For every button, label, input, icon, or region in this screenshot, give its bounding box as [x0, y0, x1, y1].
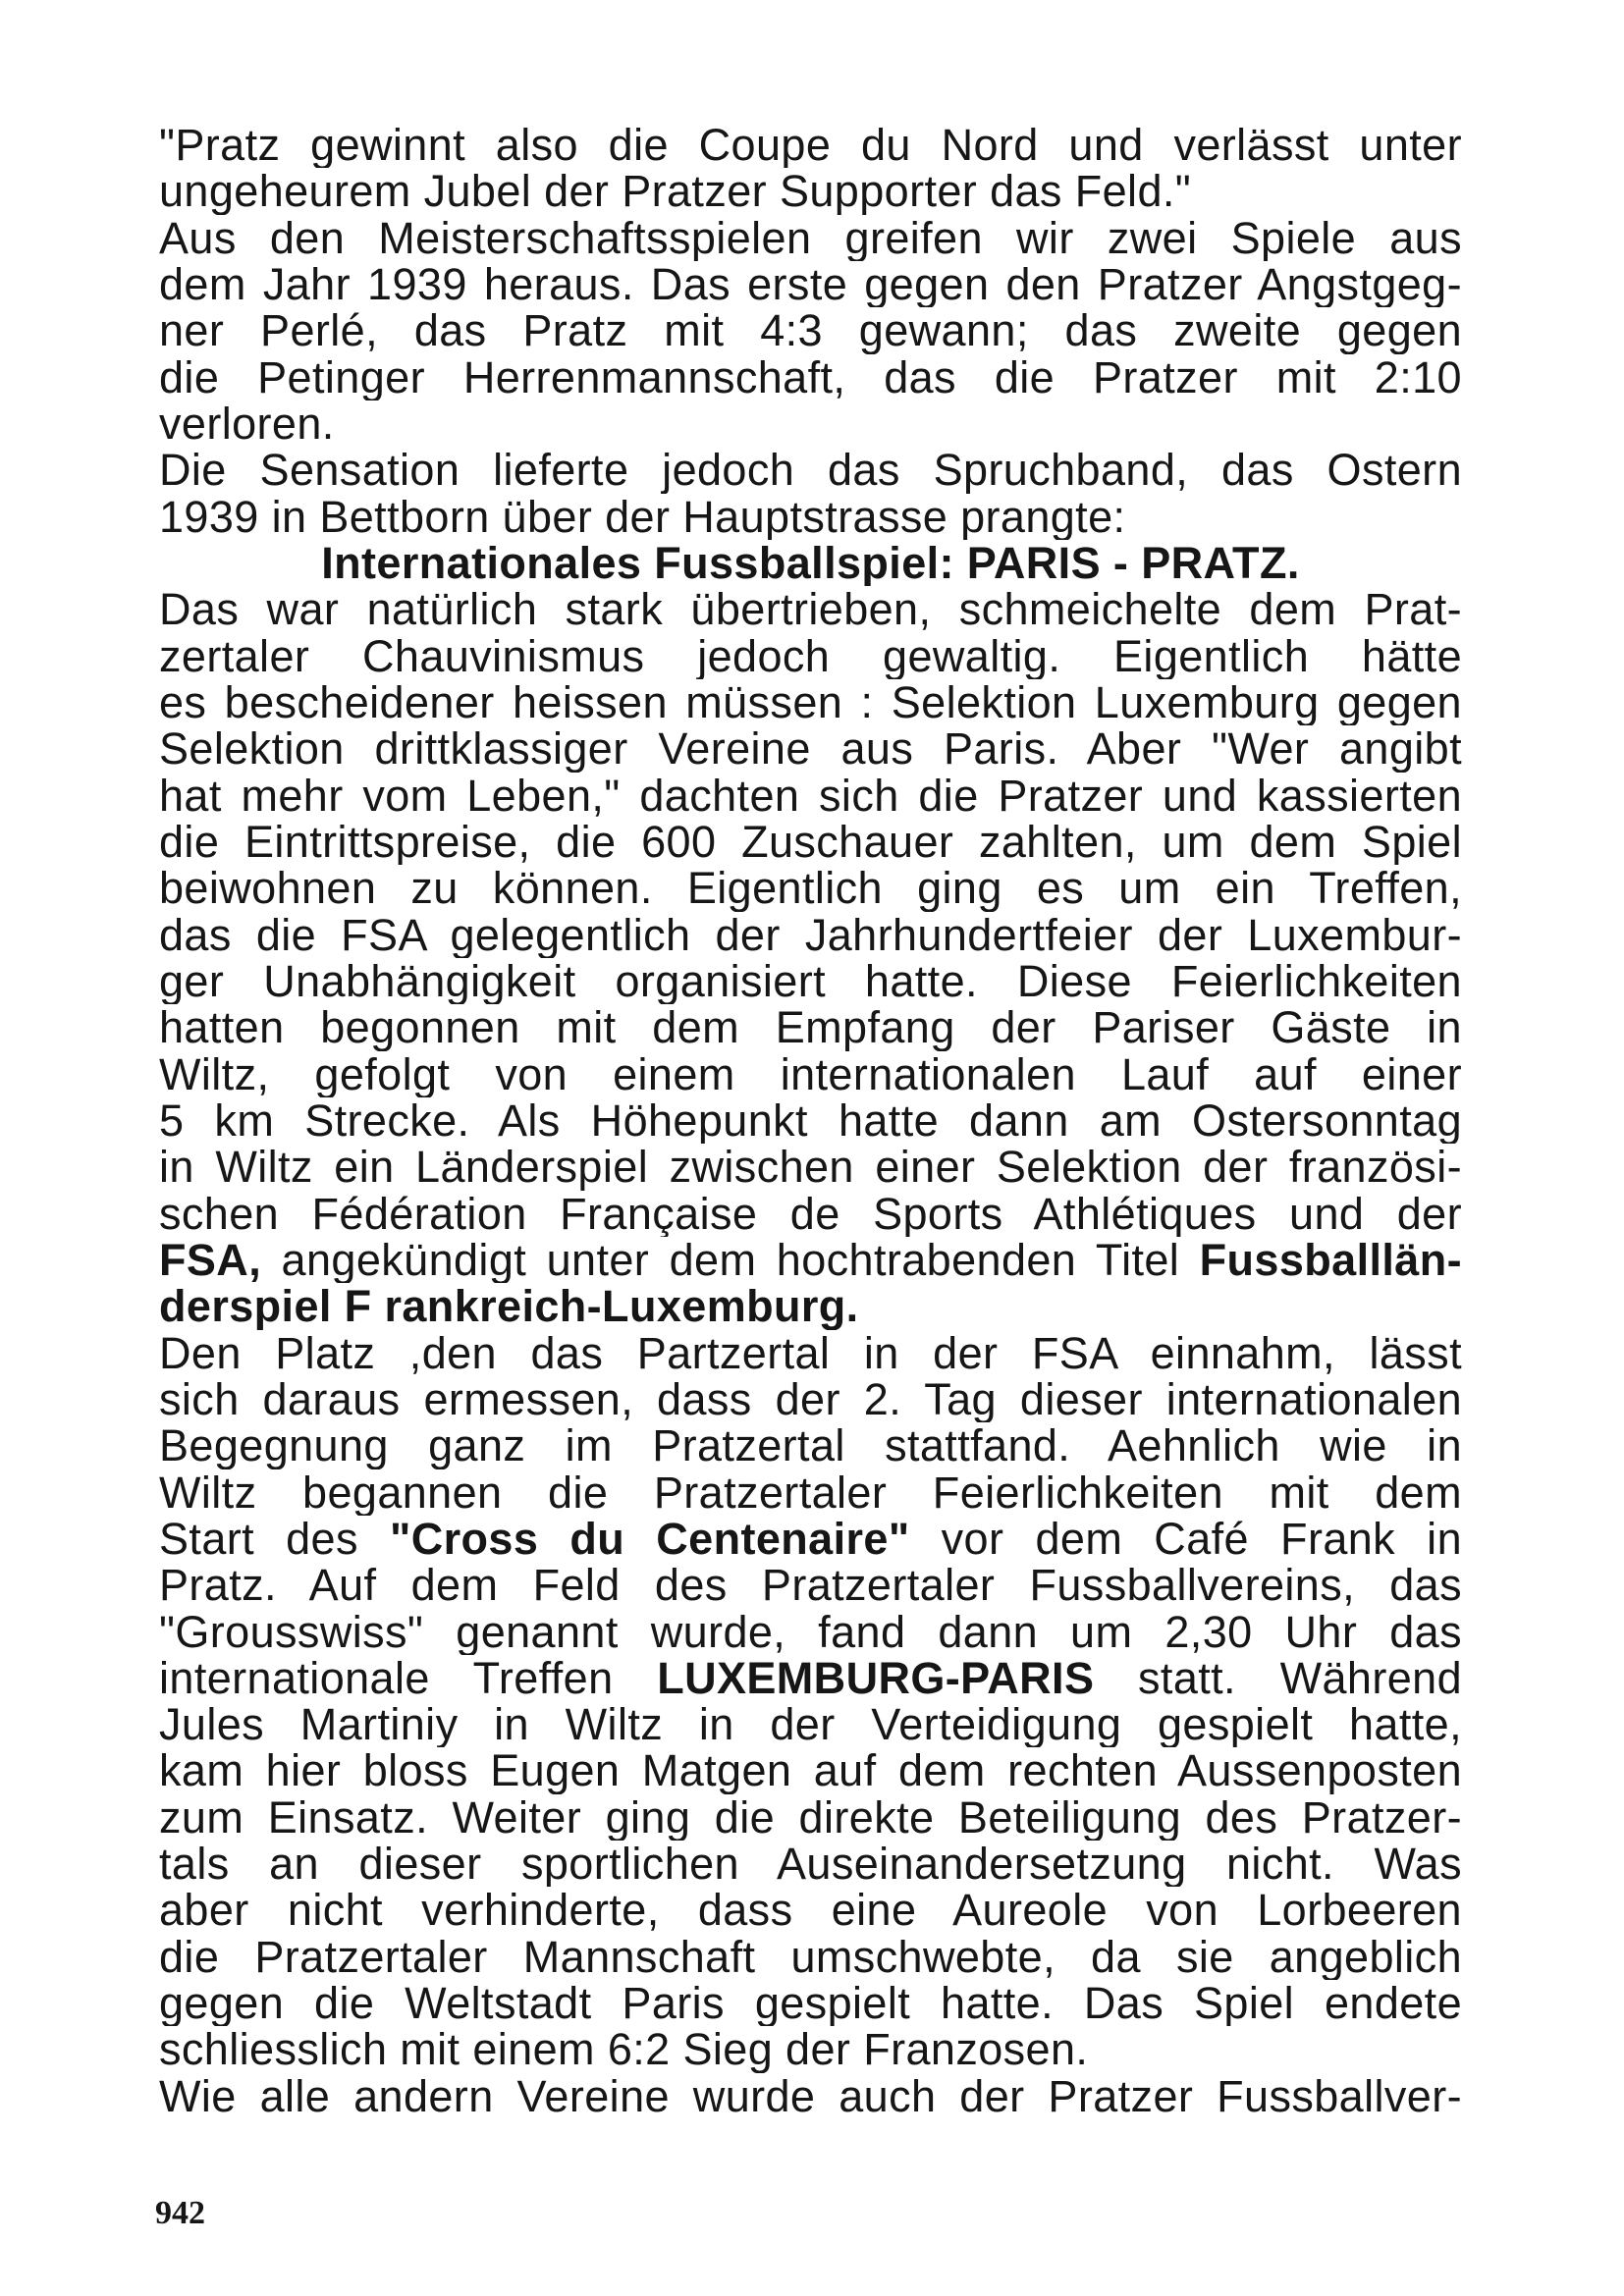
text-line [159, 958, 1462, 1004]
text-run: ner Perlé, das Pratz mit 4:3 gewann; das zweite gegen [159, 307, 1462, 354]
text-run: zum Einsatz. Weiter ging die direkte Beteiligung des Pratzer- [159, 1793, 1462, 1842]
text-run: 1939 in Bettborn über der Hauptstrasse prangte: [159, 493, 1126, 540]
text-run: Begegnung ganz im Pratzertal stattfand. Aehnlich wie in [159, 1422, 1462, 1469]
text-line [159, 1004, 1462, 1050]
text-run: "Pratz gewinnt also die Coupe du Nord und verlässt unter [159, 122, 1462, 169]
text-line [159, 1887, 1462, 1933]
text-line [159, 1097, 1462, 1144]
bold-text-run: derspiel F rankreich-Luxemburg. [159, 1283, 859, 1330]
text-line [159, 1609, 1462, 1655]
bold-text-run: Fussballlän- [1199, 1236, 1462, 1284]
text-line [159, 1376, 1462, 1422]
text-line [159, 1655, 1462, 1701]
text-run: schen Fédération Française de Sports Athlétiques und der [159, 1190, 1462, 1237]
text-line [159, 1934, 1462, 1980]
paragraph [159, 1330, 1462, 2073]
text-run: das die FSA gelegentlich der Jahrhundertfeier der Luxembur- [159, 911, 1462, 958]
text-run: Jules Martiniy in Wiltz in der Verteidigung gespielt hatte, [159, 1701, 1462, 1748]
text-run: angekündigt unter dem hochtrabenden Titel [261, 1236, 1200, 1284]
text-line [159, 400, 1462, 447]
text-run: Die Sensation lieferte jedoch das Spruchband, das Ostern [159, 447, 1462, 494]
text-run: Pratz. Auf dem Feld des Pratzertaler Fussballvereins, das [159, 1562, 1462, 1609]
paragraph [159, 215, 1462, 448]
text-line [159, 633, 1462, 679]
text-run: Aus den Meisterschaftsspielen greifen wir zwei Spiele aus [159, 214, 1462, 261]
text-run: die Petinger Herrenmannschaft, das die Pratzer mit 2:10 [159, 353, 1462, 400]
text-line [159, 1051, 1462, 1097]
text-line [159, 540, 1462, 586]
text-run: zertaler Chauvinismus jedoch gewaltig. Eigentlich hätte [159, 632, 1462, 679]
bold-text-run: "Cross du Centenaire" [389, 1515, 910, 1563]
bold-text-run: FSA, [159, 1236, 262, 1284]
text-line [159, 1237, 1462, 1283]
text-run: hatten begonnen mit dem Empfang der Pariser Gäste in [159, 1004, 1462, 1051]
text-line [159, 1980, 1462, 2026]
text-line [159, 2026, 1462, 2072]
text-line [159, 261, 1462, 307]
text-line [159, 1422, 1462, 1468]
text-run: Start des [159, 1515, 390, 1563]
text-run: es bescheidener heissen müssen : Selektion Luxemburg gegen [159, 678, 1462, 726]
text-line [159, 1701, 1462, 1747]
text-line [159, 1516, 1462, 1562]
text-run: ungeheurem Jubel der Pratzer Supporter das Feld." [159, 168, 1192, 215]
text-line [159, 773, 1462, 819]
text-line [159, 168, 1462, 214]
text-line [159, 354, 1462, 400]
text-run: tals an dieser sportlichen Auseinandersetzung nicht. Was [159, 1841, 1462, 1888]
text-run: beiwohnen zu können. Eigentlich ging es um ein Treffen, [159, 865, 1462, 912]
text-run: Das war natürlich stark übertrieben, schmeichelte dem Prat- [159, 586, 1462, 633]
text-run: hat mehr vom Leben," dachten sich die Pratzer und kassierten [159, 772, 1462, 819]
text-run: sich daraus ermessen, dass der 2. Tag dieser internationalen [159, 1375, 1462, 1423]
text-line [159, 725, 1462, 772]
text-run: kam hier bloss Eugen Matgen auf dem rechten Aussenposten [159, 1747, 1462, 1794]
text-line [159, 1191, 1462, 1237]
text-run: vor dem Café Frank in [909, 1515, 1462, 1563]
text-run: die Eintrittspreise, die 600 Zuschauer zahlten, um dem Spiel [159, 818, 1462, 866]
text-run: Selektion drittklassiger Vereine aus Paris. Aber "Wer angibt [159, 725, 1462, 773]
paragraph [159, 2073, 1462, 2119]
text-run: ger Unabhängigkeit organisiert hatte. Diese Feierlichkeiten [159, 957, 1462, 1005]
text-line [159, 1562, 1462, 1608]
banner-heading [159, 540, 1462, 586]
text-line [159, 1330, 1462, 1376]
page-number: 942 [155, 2195, 205, 2231]
text-run: schliesslich mit einem 6:2 Sieg der Franzosen. [159, 2026, 1089, 2073]
text-line [159, 1841, 1462, 1887]
text-line [159, 1469, 1462, 1516]
text-column [159, 122, 1462, 2119]
text-run: statt. Während [1094, 1654, 1462, 1702]
paragraph [159, 122, 1462, 215]
text-run: in Wiltz ein Länderspiel zwischen einer Selektion der französi- [159, 1144, 1462, 1191]
text-line [159, 215, 1462, 261]
text-run: dem Jahr 1939 heraus. Das erste gegen den Pratzer Angstgeg- [159, 260, 1462, 308]
text-run: Den Platz ,den das Partzertal in der FSA einnahm, lässt [159, 1329, 1462, 1376]
text-line [159, 865, 1462, 911]
paragraph [159, 586, 1462, 1329]
text-run: 5 km Strecke. Als Höhepunkt hatte dann am Ostersonntag [159, 1096, 1462, 1145]
text-line [159, 307, 1462, 353]
text-line [159, 819, 1462, 865]
text-line [159, 1794, 1462, 1841]
text-run: Wiltz, gefolgt von einem internationalen Lauf auf einer [159, 1050, 1462, 1097]
text-line [159, 1747, 1462, 1793]
text-run: die Pratzertaler Mannschaft umschwebte, da sie angeblich [159, 1933, 1462, 1981]
text-line [159, 2073, 1462, 2119]
text-line [159, 679, 1462, 725]
text-line [159, 1144, 1462, 1190]
text-line [159, 1283, 1462, 1329]
text-line [159, 586, 1462, 632]
bold-text-run: Internationales Fussballspiel: PARIS - PRATZ. [321, 539, 1300, 587]
text-run: aber nicht verhinderte, dass eine Aureole von Lorbeeren [159, 1887, 1462, 1934]
text-line [159, 494, 1462, 540]
text-run: Wie alle andern Vereine wurde auch der Pratzer Fussballver- [159, 2072, 1462, 2120]
bold-text-run: LUXEMBURG-PARIS [657, 1654, 1095, 1702]
text-run: gegen die Weltstadt Paris gespielt hatte. Das Spiel endete [159, 1980, 1462, 2027]
text-run: internationale Treffen [159, 1654, 658, 1702]
text-run: Wiltz begannen die Pratzertaler Feierlichkeiten mit dem [159, 1468, 1462, 1516]
text-line [159, 122, 1462, 168]
text-run: "Grousswiss" genannt wurde, fand dann um 2,30 Uhr das [159, 1608, 1462, 1655]
paragraph [159, 447, 1462, 540]
text-line [159, 912, 1462, 958]
text-line [159, 447, 1462, 493]
text-run: verloren. [159, 400, 335, 448]
